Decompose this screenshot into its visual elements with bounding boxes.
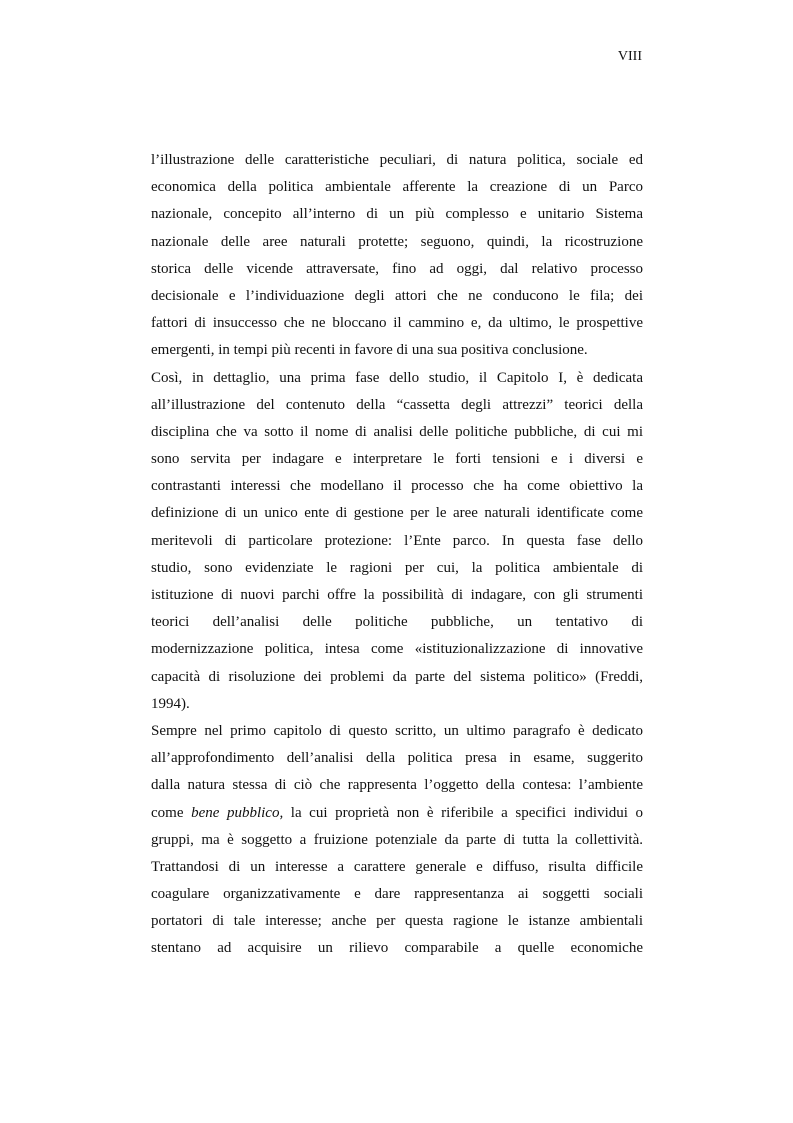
text-line: l’illustrazione delle caratteristiche peculiari, di natura politica, sociale ed	[151, 152, 643, 168]
text-line: studio, sono evidenziate le ragioni per cui, la politica ambientale di	[151, 559, 643, 576]
text-line: coagulare organizzativamente e dare rappresentanza ai soggetti sociali	[151, 886, 643, 903]
text-line: capacità di risoluzione dei problemi da parte del sistema politico» (Freddi,	[151, 668, 643, 685]
text-line: disciplina che va sotto il nome di analisi delle politiche pubbliche, di cui mi	[151, 423, 643, 440]
italic-term: bene pubblico,	[191, 804, 284, 821]
text-line: Sempre nel primo capitolo di questo scritto, un ultimo paragrafo è dedicato	[151, 722, 643, 739]
text-line: dalla natura stessa di ciò che rappresenta l’oggetto della contesa: l’ambiente	[151, 777, 643, 794]
text-line: decisionale e l’individuazione degli attori che ne conducono le fila; dei	[151, 287, 643, 304]
text-line: nazionale, concepito all’interno di un più complesso e unitario Sistema	[151, 206, 643, 223]
text-line: teorici dell’analisi delle politiche pubbliche, un tentativo di	[151, 614, 643, 631]
text-line: storica delle vicende attraversate, fino ad oggi, dal relativo processo	[151, 260, 643, 277]
text-line: gruppi, ma è soggetto a fruizione potenziale da parte di tutta la collettività.	[151, 831, 643, 848]
text-line: istituzione di nuovi parchi offre la possibilità di indagare, con gli strumenti	[151, 587, 643, 603]
text-line: stentano ad acquisire un rilievo comparabile a quelle economiche	[151, 940, 643, 957]
text-line: meritevoli di particolare protezione: l’Ente parco. In questa fase dello	[151, 532, 643, 549]
text-line: Trattandosi di un interesse a carattere generale e diffuso, risulta difficile	[151, 858, 643, 875]
text-line: modernizzazione politica, intesa come «istituzionalizzazione di innovative	[151, 641, 643, 658]
text-line: emergenti, in tempi più recenti in favore di una sua positiva conclusione.	[151, 342, 588, 359]
text-line: economica della politica ambientale afferente la creazione di un Parco	[151, 179, 643, 196]
text-line: definizione di un unico ente di gestione per le aree naturali identificate come	[151, 505, 643, 522]
text-line: nazionale delle aree naturali protette; seguono, quindi, la ricostruzione	[151, 233, 643, 250]
text-line: Così, in dettaglio, una prima fase dello studio, il Capitolo I, è dedicata	[151, 369, 643, 386]
text-line: sono servita per indagare e interpretare le forti tensioni e i diversi e	[151, 451, 643, 468]
text-line: all’illustrazione del contenuto della “cassetta degli attrezzi” teorici della	[151, 396, 643, 413]
text-line	[151, 800, 643, 827]
text-line-start: come	[151, 804, 184, 821]
text-line: fattori di insuccesso che ne bloccano il cammino e, da ultimo, le prospettive	[151, 315, 643, 332]
text-line: 1994).	[151, 695, 190, 712]
text-line: portatori di tale interesse; anche per questa ragione le istanze ambientali	[151, 913, 643, 930]
page-number: VIII	[617, 49, 642, 64]
text-line-rest: la cui proprietà non è riferibile a specifici individui o	[283, 804, 644, 821]
text-line: contrastanti interessi che modellano il processo che ha come obiettivo la	[151, 478, 643, 495]
document-body	[151, 147, 643, 963]
text-line: all’approfondimento dell’analisi della politica presa in esame, suggerito	[151, 750, 643, 767]
